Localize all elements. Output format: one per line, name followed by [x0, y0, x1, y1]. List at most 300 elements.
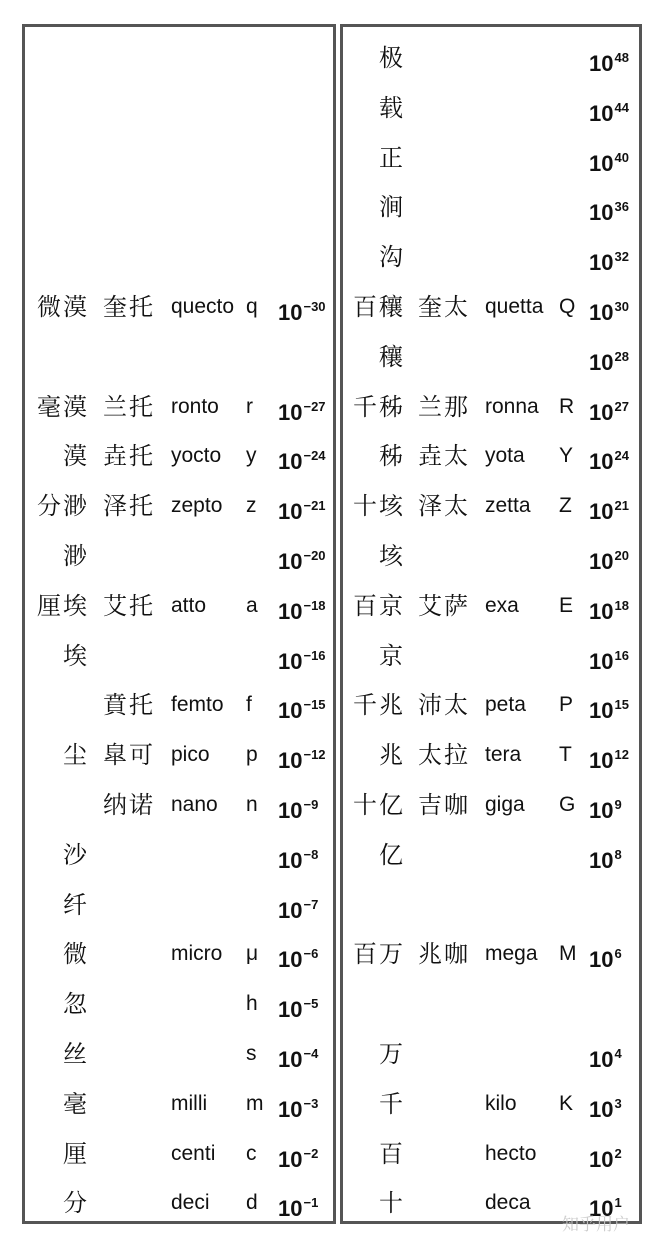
si-prefix-name [171, 830, 241, 880]
power-base: 10 [589, 200, 614, 226]
left-prefix-row [25, 332, 333, 382]
power-exponent: −12 [303, 747, 326, 763]
chinese-prefix: 吉咖 [418, 791, 470, 819]
right-prefix-row [343, 780, 639, 830]
power-base: 10 [589, 549, 614, 574]
chinese-numeral: 千秭 [353, 392, 405, 421]
chinese-numeral: 垓 [379, 542, 405, 570]
si-prefix-symbol: E [559, 593, 574, 617]
chinese-numeral: 兆 [379, 741, 405, 770]
right-prefix-row [343, 232, 639, 282]
chinese-numeral [343, 880, 405, 930]
si-prefix-name: nano [171, 793, 218, 816]
right-prefix-row [343, 631, 639, 681]
power-of-ten [589, 1029, 645, 1079]
si-prefix-name [485, 830, 561, 880]
power-of-ten [278, 730, 334, 780]
chinese-numeral: 百穰 [353, 293, 405, 321]
si-prefix-symbol: y [246, 444, 257, 468]
chinese-numeral: 忽 [63, 990, 89, 1019]
left-prefix-row [25, 1129, 333, 1179]
si-prefix-name: mega [485, 942, 538, 966]
power-base: 10 [589, 1196, 614, 1222]
power-of-ten [589, 481, 645, 531]
power-of-ten [278, 581, 334, 631]
si-prefix-symbol: M [559, 942, 577, 966]
right-prefix-row [343, 880, 639, 930]
si-prefix-symbol: d [246, 1191, 258, 1215]
power-exponent: 3 [614, 1095, 622, 1111]
chinese-prefix [103, 332, 167, 382]
left-prefix-row [25, 1029, 333, 1079]
left-prefix-row [25, 929, 333, 979]
chinese-prefix [103, 1129, 167, 1179]
power-exponent: 18 [614, 597, 629, 613]
power-exponent: 4 [614, 1046, 622, 1061]
si-prefix-name: ronto [171, 394, 219, 418]
chinese-prefix [418, 133, 482, 183]
power-of-ten [589, 33, 645, 83]
si-prefix-name: giga [485, 793, 525, 816]
power-base: 10 [589, 1047, 614, 1072]
si-prefix-name: peta [485, 693, 526, 717]
si-prefix-name: milli [171, 1091, 208, 1115]
right-prefix-row [343, 531, 639, 581]
chinese-prefix: 兰那 [418, 392, 470, 421]
right-prefix-row [343, 332, 639, 382]
chinese-prefix [103, 830, 167, 880]
power-of-ten [589, 680, 645, 730]
power-base: 10 [589, 100, 614, 126]
chinese-numeral [25, 83, 89, 133]
si-prefix-name: micro [171, 942, 223, 966]
power-of-ten [278, 282, 334, 332]
si-prefix-name: zetta [485, 494, 531, 518]
right-prefix-row [343, 382, 639, 432]
si-prefix-symbol [246, 830, 270, 880]
power-base: 10 [278, 698, 303, 724]
chinese-prefix [418, 33, 482, 83]
power-exponent: 36 [614, 199, 629, 215]
chinese-numeral: 丝 [63, 1040, 89, 1068]
chinese-prefix [418, 830, 482, 880]
chinese-numeral: 厘 [63, 1139, 89, 1168]
si-prefix-name: hecto [485, 1141, 537, 1165]
right-prefix-row [343, 1129, 639, 1179]
si-prefix-name [485, 880, 561, 930]
power-base: 10 [278, 947, 303, 973]
power-exponent: 28 [614, 348, 629, 364]
chinese-prefix [103, 979, 167, 1029]
chinese-numeral: 尘 [63, 741, 89, 770]
power-of-ten [278, 531, 334, 581]
chinese-numeral [343, 979, 405, 1029]
power-of-ten [589, 182, 645, 232]
chinese-prefix [103, 1079, 167, 1129]
chinese-numeral [25, 332, 89, 382]
si-prefix-name: pico [171, 743, 210, 767]
chinese-numeral: 亿 [379, 840, 405, 869]
power-base: 10 [589, 698, 614, 724]
chinese-numeral [25, 680, 89, 730]
si-prefix-symbol: z [246, 494, 257, 518]
negative-prefix-table [22, 24, 336, 1224]
power-base: 10 [589, 947, 614, 973]
chinese-numeral: 京 [379, 641, 405, 670]
si-prefix-symbol [559, 83, 579, 133]
left-prefix-row [25, 830, 333, 880]
chinese-prefix: 垚太 [418, 442, 470, 471]
power-of-ten [278, 830, 334, 880]
si-prefix-symbol [246, 531, 270, 581]
si-prefix-name [171, 979, 241, 1029]
si-prefix-symbol: p [246, 743, 258, 767]
left-prefix-row [25, 581, 333, 631]
si-prefix-name [171, 133, 241, 183]
chinese-prefix: 兆咖 [418, 940, 470, 969]
chinese-numeral [25, 182, 89, 232]
chinese-prefix: 泽太 [418, 492, 470, 521]
chinese-numeral: 万 [379, 1040, 405, 1068]
chinese-numeral: 分渺 [37, 492, 89, 521]
chinese-prefix: 奎太 [418, 293, 470, 321]
si-prefix-name [485, 1029, 561, 1079]
left-prefix-row [25, 282, 333, 332]
power-of-ten [589, 631, 645, 681]
left-prefix-row [25, 1079, 333, 1129]
si-prefix-symbol: h [246, 992, 258, 1016]
power-of-ten [589, 1129, 645, 1179]
chinese-numeral: 秭 [379, 442, 405, 471]
power-base: 10 [589, 300, 614, 325]
power-exponent: 27 [614, 398, 629, 414]
chinese-prefix [103, 182, 167, 232]
chinese-numeral: 百京 [353, 591, 405, 620]
power-exponent: −1 [303, 1195, 319, 1211]
si-prefix-symbol [559, 1129, 579, 1179]
chinese-prefix [103, 133, 167, 183]
si-prefix-name: femto [171, 693, 224, 717]
right-prefix-row [343, 33, 639, 83]
left-prefix-row [25, 33, 333, 83]
si-prefix-name [171, 232, 241, 282]
si-prefix-symbol: c [246, 1141, 257, 1165]
power-of-ten [589, 431, 645, 481]
chinese-numeral: 漠 [63, 442, 89, 471]
si-prefix-name [485, 182, 561, 232]
power-base: 10 [589, 150, 614, 176]
power-of-ten [278, 780, 334, 830]
chinese-prefix: 太拉 [418, 741, 470, 770]
power-exponent: −18 [303, 597, 326, 613]
power-base: 10 [278, 1196, 303, 1222]
chinese-prefix: 纳诺 [103, 791, 155, 819]
si-prefix-symbol: P [559, 693, 574, 717]
right-prefix-row [343, 680, 639, 730]
si-prefix-symbol [246, 880, 270, 930]
right-prefix-row [343, 1029, 639, 1079]
chinese-numeral [25, 232, 89, 282]
si-prefix-name [485, 531, 561, 581]
si-prefix-symbol: Q [559, 295, 576, 318]
chinese-prefix: 艾托 [103, 591, 155, 620]
watermark: 知乎用户 [562, 1215, 630, 1235]
si-prefix-name [485, 83, 561, 133]
si-prefix-symbol: T [559, 743, 572, 767]
power-base: 10 [589, 1146, 614, 1172]
power-of-ten [589, 780, 645, 830]
power-exponent: −21 [303, 498, 326, 514]
chinese-numeral: 正 [379, 143, 405, 172]
power-exponent: −16 [303, 647, 326, 663]
power-base: 10 [589, 250, 614, 276]
right-prefix-row [343, 182, 639, 232]
right-prefix-row [343, 830, 639, 880]
power-exponent: −3 [303, 1095, 319, 1111]
chinese-prefix [418, 1178, 482, 1228]
chinese-numeral: 穰 [379, 342, 405, 371]
si-prefix-name: yota [485, 444, 525, 468]
power-base: 10 [278, 847, 303, 873]
power-exponent: 30 [614, 299, 629, 314]
power-of-ten [589, 133, 645, 183]
si-prefix-name [171, 531, 241, 581]
chinese-prefix [418, 1029, 482, 1079]
si-prefix-name [485, 979, 561, 1029]
power-base: 10 [589, 598, 614, 624]
chinese-prefix [103, 1178, 167, 1228]
left-prefix-row [25, 1178, 333, 1228]
power-exponent: −7 [303, 896, 319, 912]
power-of-ten [278, 929, 334, 979]
power-base: 10 [589, 748, 614, 774]
power-base: 10 [278, 1047, 303, 1072]
si-prefix-name: centi [171, 1141, 216, 1165]
power-base: 10 [589, 847, 614, 873]
chinese-prefix: 兰托 [103, 392, 155, 421]
si-prefix-name: atto [171, 593, 207, 617]
power-exponent: −20 [303, 548, 326, 563]
power-base: 10 [278, 897, 303, 923]
right-prefix-row [343, 282, 639, 332]
power-of-ten [278, 1029, 334, 1079]
si-prefix-name [171, 631, 241, 681]
left-prefix-row [25, 880, 333, 930]
power-exponent: 20 [614, 548, 629, 563]
chinese-numeral: 涧 [379, 193, 405, 222]
positive-prefix-table [340, 24, 642, 1224]
power-of-ten [589, 929, 645, 979]
chinese-prefix: 奎托 [103, 293, 155, 321]
si-prefix-symbol [246, 133, 270, 183]
left-prefix-row [25, 631, 333, 681]
power-of-ten [278, 1178, 334, 1228]
power-exponent: 44 [614, 99, 629, 115]
power-exponent: −8 [303, 846, 319, 862]
chinese-numeral: 百 [379, 1139, 405, 1168]
chinese-prefix [418, 1129, 482, 1179]
power-exponent: 32 [614, 249, 629, 265]
power-base: 10 [278, 798, 303, 823]
chinese-prefix [103, 1029, 167, 1079]
si-prefix-name [485, 631, 561, 681]
power-of-ten [589, 730, 645, 780]
left-prefix-row [25, 481, 333, 531]
chinese-numeral: 千兆 [353, 691, 405, 720]
chinese-numeral: 厘埃 [37, 591, 89, 620]
power-base: 10 [589, 499, 614, 525]
si-prefix-symbol [559, 33, 579, 83]
right-prefix-row [343, 929, 639, 979]
si-prefix-symbol [559, 133, 579, 183]
si-prefix-symbol [559, 631, 579, 681]
power-base: 10 [589, 449, 614, 475]
chinese-numeral: 十亿 [353, 791, 405, 819]
power-base: 10 [589, 399, 614, 425]
chinese-prefix [418, 880, 482, 930]
si-prefix-symbol: a [246, 593, 258, 617]
power-exponent: 15 [614, 697, 629, 713]
chinese-prefix [418, 232, 482, 282]
power-base: 10 [589, 798, 614, 823]
si-prefix-symbol: m [246, 1091, 264, 1115]
left-prefix-row [25, 780, 333, 830]
power-exponent: 6 [614, 946, 622, 962]
si-prefix-name: yocto [171, 444, 222, 468]
chinese-prefix: 皐可 [103, 741, 155, 770]
si-prefix-name: exa [485, 593, 519, 617]
si-prefix-symbol [246, 33, 270, 83]
chinese-prefix: 垚托 [103, 442, 155, 471]
si-prefix-name: deca [485, 1191, 531, 1215]
chinese-numeral: 埃 [63, 641, 89, 670]
power-exponent: 24 [614, 448, 629, 464]
right-prefix-row [343, 83, 639, 133]
si-prefix-symbol [559, 332, 579, 382]
chinese-numeral: 十垓 [353, 492, 405, 521]
power-exponent: −2 [303, 1145, 319, 1161]
chinese-prefix: 沛太 [418, 691, 470, 720]
power-of-ten [589, 830, 645, 880]
power-base: 10 [278, 499, 303, 525]
power-exponent: −30 [303, 299, 326, 314]
power-exponent: −6 [303, 946, 319, 962]
power-base: 10 [278, 648, 303, 674]
si-prefix-symbol: n [246, 793, 258, 816]
si-prefix-symbol [559, 979, 579, 1029]
chinese-prefix [418, 83, 482, 133]
si-prefix-name: ronna [485, 394, 539, 418]
chinese-prefix [103, 880, 167, 930]
power-exponent: −9 [303, 797, 319, 812]
power-exponent: −24 [303, 448, 326, 464]
right-prefix-row [343, 581, 639, 631]
power-base: 10 [278, 1096, 303, 1122]
si-prefix-symbol: R [559, 394, 575, 418]
chinese-prefix [103, 531, 167, 581]
power-of-ten [278, 481, 334, 531]
left-prefix-row [25, 382, 333, 432]
power-base: 10 [278, 598, 303, 624]
power-exponent: 2 [614, 1145, 622, 1161]
left-prefix-row [25, 133, 333, 183]
chinese-prefix [418, 1079, 482, 1129]
power-exponent: −4 [303, 1046, 319, 1061]
si-prefix-symbol [246, 232, 270, 282]
power-base: 10 [589, 1096, 614, 1122]
power-exponent: −27 [303, 398, 326, 414]
power-base: 10 [278, 748, 303, 774]
si-prefix-symbol [559, 880, 579, 930]
power-base: 10 [278, 1146, 303, 1172]
power-base: 10 [589, 648, 614, 674]
power-of-ten [589, 232, 645, 282]
si-prefix-name: quecto [171, 295, 235, 318]
chinese-prefix [103, 232, 167, 282]
si-prefix-name [171, 1029, 241, 1079]
si-prefix-symbol [559, 531, 579, 581]
si-prefix-symbol [559, 232, 579, 282]
power-exponent: −15 [303, 697, 326, 713]
chinese-numeral [25, 133, 89, 183]
si-prefix-symbol [559, 830, 579, 880]
left-prefix-row [25, 730, 333, 780]
si-prefix-symbol: q [246, 295, 258, 318]
si-prefix-symbol: Z [559, 494, 572, 518]
chinese-numeral: 百万 [353, 940, 405, 969]
power-exponent: 12 [614, 747, 629, 763]
left-prefix-row [25, 182, 333, 232]
chinese-prefix [103, 631, 167, 681]
chinese-prefix [418, 531, 482, 581]
left-prefix-row [25, 431, 333, 481]
power-exponent: 48 [614, 50, 629, 65]
left-prefix-row [25, 680, 333, 730]
power-base: 10 [278, 300, 303, 325]
power-of-ten [278, 1079, 334, 1129]
si-prefix-name [485, 332, 561, 382]
chinese-prefix [103, 83, 167, 133]
chinese-numeral: 毫漠 [37, 392, 89, 421]
power-exponent: −5 [303, 996, 319, 1012]
si-prefix-symbol [559, 182, 579, 232]
power-base: 10 [589, 51, 614, 76]
chinese-numeral: 微漠 [37, 293, 89, 321]
si-prefix-symbol [246, 332, 270, 382]
power-of-ten [589, 382, 645, 432]
chinese-prefix: 賁托 [103, 691, 155, 720]
chinese-numeral: 极 [379, 44, 405, 72]
chinese-prefix: 艾萨 [418, 591, 470, 620]
si-prefix-name [485, 133, 561, 183]
chinese-prefix [418, 182, 482, 232]
chinese-prefix [103, 33, 167, 83]
power-exponent: 9 [614, 797, 622, 812]
si-prefix-symbol: K [559, 1091, 574, 1115]
si-prefix-symbol: s [246, 1042, 257, 1065]
si-prefix-symbol [246, 631, 270, 681]
power-of-ten [278, 1129, 334, 1179]
si-prefix-symbol: G [559, 793, 576, 816]
chinese-numeral: 沙 [63, 840, 89, 869]
right-prefix-row [343, 133, 639, 183]
power-exponent: 40 [614, 149, 629, 165]
si-prefix-name: kilo [485, 1091, 517, 1115]
right-prefix-row [343, 979, 639, 1029]
si-prefix-name [171, 33, 241, 83]
left-prefix-row [25, 83, 333, 133]
power-exponent: 1 [614, 1195, 622, 1211]
